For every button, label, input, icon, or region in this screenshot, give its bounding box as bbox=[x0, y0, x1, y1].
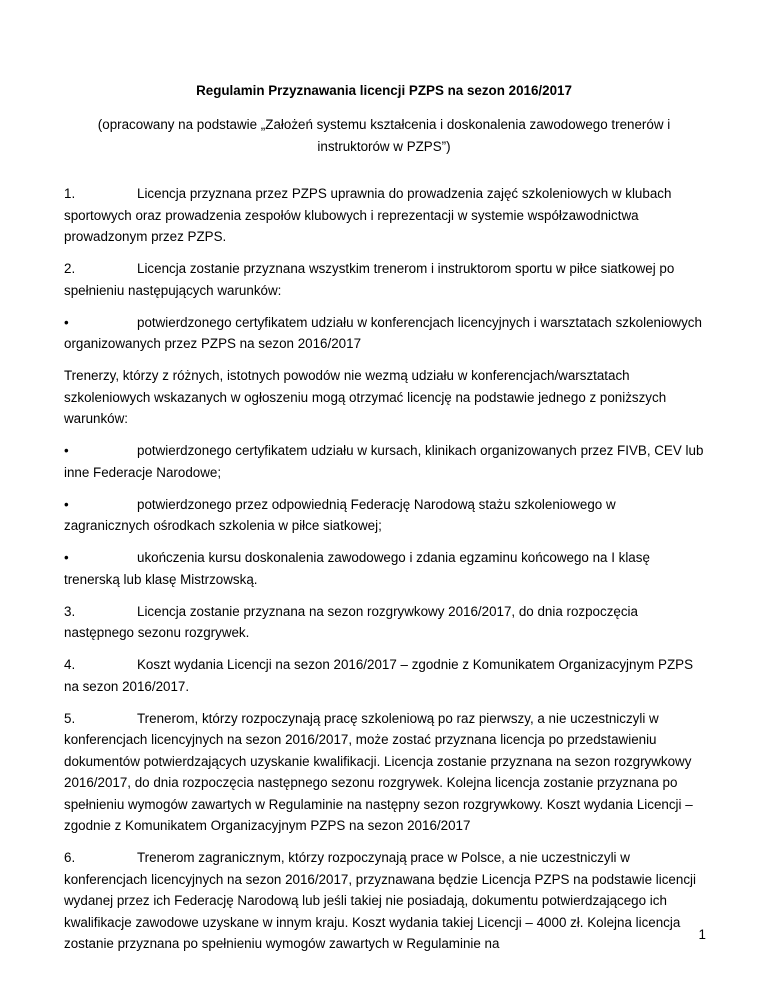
document-subtitle: (opracowany na podstawie „Założeń systemu kształcenia i doskonalenia zawodowego trenerów i instruktorów w PZPS”) bbox=[97, 117, 671, 154]
paragraph-2 bbox=[64, 258, 704, 301]
paragraph-number: 1. bbox=[64, 186, 76, 201]
paragraph-note bbox=[64, 365, 704, 430]
paragraph-text: Licencja przyznana przez PZPS uprawnia do prowadzenia zajęć szkoleniowych w klubach sportowych oraz prowadzenia zespołów klubowych i reprezentacji w systemie współzawodnictwa prowadzonym przez PZPS. bbox=[64, 186, 672, 244]
bullet-marker: • bbox=[64, 550, 69, 565]
document-body bbox=[64, 80, 704, 965]
bullet-text: ukończenia kursu doskonalenia zawodowego i zdania egzaminu końcowego na I klasę trenerską lub klasę Mistrzowską. bbox=[64, 550, 650, 587]
bullet-text: potwierdzonego przez odpowiednią Federację Narodową stażu szkoleniowego w zagranicznych ośrodkach szkolenia w piłce siatkowej; bbox=[64, 496, 616, 533]
bullet-marker: • bbox=[64, 496, 69, 512]
bullet-item bbox=[64, 547, 704, 590]
bullet-item bbox=[64, 440, 704, 483]
paragraph-3 bbox=[64, 601, 704, 644]
bullet-marker: • bbox=[64, 314, 69, 330]
page-number: 1 bbox=[698, 927, 706, 942]
paragraph-text: Koszt wydania Licencji na sezon 2016/2017 – zgodnie z Komunikatem Organizacyjnym PZPS na sezon 2016/2017. bbox=[64, 657, 694, 694]
paragraph-number: 3. bbox=[64, 603, 76, 619]
paragraph-number: 2. bbox=[64, 261, 76, 276]
paragraph-4 bbox=[64, 654, 704, 697]
paragraph-text: Trenerom, którzy rozpoczynają pracę szkoleniową po raz pierwszy, a nie uczestniczyli w konferencjach licencyjnych na sezon 2016/2017, może zostać przyznana licencja po przedstawieniu dokumentów potwierdzających uzyskanie kwalifikacji. Licencja zostanie przyznana na sezon rozgrywkowy 2016/2017, do dnia rozpoczęcia następnego sezonu rozgrywek. Kolejna licencja zostanie przyznana po spełnieniu wymogów zawartych w Regulaminie na następny sezon rozgrywkowy. Koszt wydania Licencji – zgodnie z Komunikatem Organizacyjnym PZPS na sezon 2016/2017 bbox=[64, 710, 693, 833]
bullet-text: potwierdzonego certyfikatem udziału w konferencjach licencyjnych i warsztatach szkoleniowych organizowanych przez PZPS na sezon 2016/2017 bbox=[64, 314, 702, 351]
paragraph-6 bbox=[64, 847, 704, 955]
document-title: Regulamin Przyznawania licencji PZPS na sezon 2016/2017 bbox=[196, 83, 572, 98]
paragraph-text: Licencja zostanie przyznana wszystkim trenerom i instruktorom sportu w piłce siatkowej po spełnieniu następujących warunków: bbox=[64, 261, 675, 298]
bullet-marker: • bbox=[64, 443, 69, 458]
paragraph-number: 4. bbox=[64, 657, 76, 672]
paragraph-number: 5. bbox=[64, 710, 76, 726]
paragraph-5 bbox=[64, 708, 704, 837]
bullet-item bbox=[64, 494, 704, 537]
paragraph-text: Trenerzy, którzy z różnych, istotnych powodów nie wezmą udziału w konferencjach/warsztatach szkoleniowych wskazanych w ogłoszeniu mogą otrzymać licencję na podstawie jednego z poniższych warunków: bbox=[64, 368, 667, 426]
spacer bbox=[64, 157, 704, 183]
paragraph-1 bbox=[64, 183, 704, 248]
paragraph-text: Licencja zostanie przyznana na sezon rozgrywkowy 2016/2017, do dnia rozpoczęcia następnego sezonu rozgrywek. bbox=[64, 603, 638, 640]
bullet-item bbox=[64, 312, 704, 355]
bullet-text: potwierdzonego certyfikatem udziału w kursach, klinikach organizowanych przez FIVB, CEV lub inne Federacje Narodowe; bbox=[64, 443, 704, 480]
paragraph-number: 6. bbox=[64, 850, 76, 865]
paragraph-text: Trenerom zagranicznym, którzy rozpoczynają prace w Polsce, a nie uczestniczyli w konferencjach licencyjnych na sezon 2016/2017, przyznawana będzie Licencja PZPS na podstawie licencji wydanej przez ich Federację Narodową lub jeśli takiej nie posiadają, dokumentu potwierdzającego ich kwalifikacje zawodowe uzyskane w innym kraju. Koszt wydania takiej Licencji – 4000 zł. Kolejna licencja zostanie przyznana po spełnieniu wymogów zawartych w Regulaminie na bbox=[64, 850, 696, 951]
